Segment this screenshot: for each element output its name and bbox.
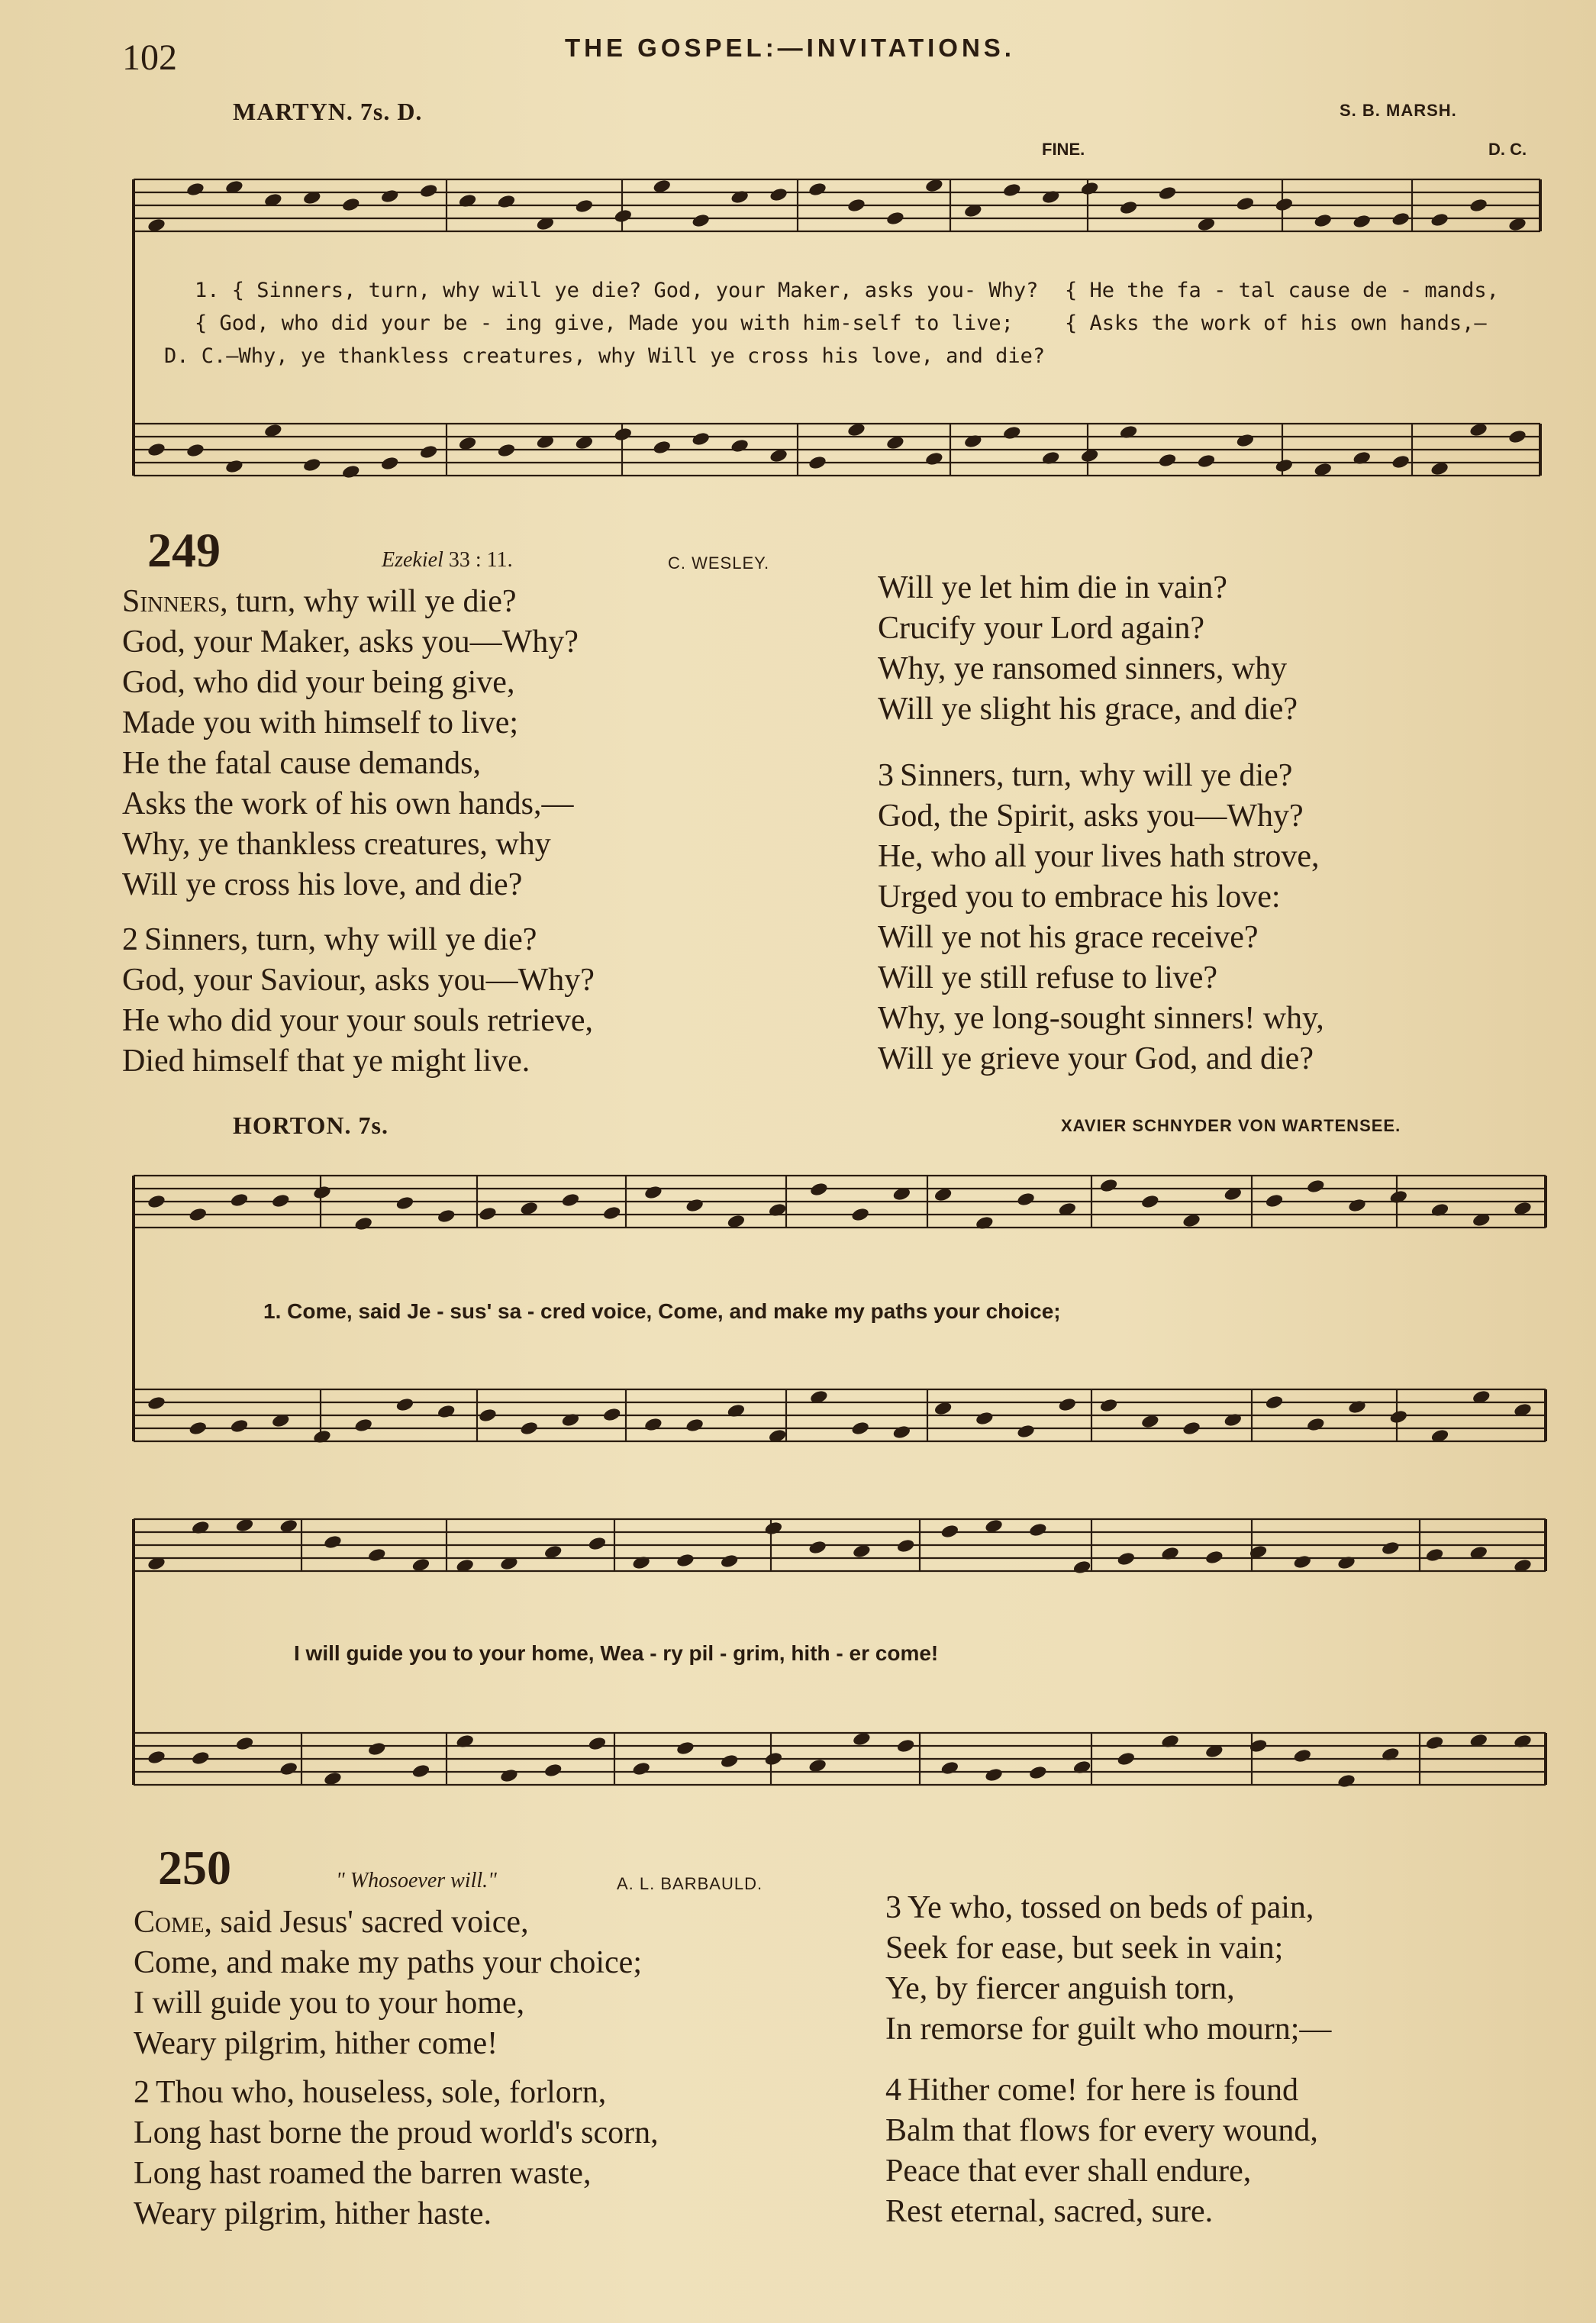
- note-head: [1381, 1747, 1400, 1763]
- note-head: [808, 1540, 827, 1556]
- note-head: [1391, 211, 1410, 227]
- note-head: [1158, 453, 1177, 469]
- note-head: [1306, 1417, 1325, 1433]
- note-head: [896, 1738, 915, 1754]
- note-head: [1041, 450, 1060, 466]
- note-head: [1513, 1734, 1532, 1750]
- note-head: [1347, 1198, 1366, 1214]
- stanza-line: Urged you to embrace his love:: [878, 879, 1281, 915]
- stanza-line: Will ye still refuse to live?: [878, 960, 1218, 995]
- stanza-line: He the fatal cause demands,: [122, 746, 481, 781]
- note-head: [614, 208, 633, 224]
- note-head: [353, 1418, 372, 1434]
- stanza-line: Will ye grieve your God, and die?: [878, 1041, 1314, 1076]
- composer-marsh: S. B. MARSH.: [1340, 101, 1457, 120]
- note-head: [685, 1418, 704, 1434]
- stanza-line-first: Hither come! for here is found: [908, 2073, 1298, 2108]
- stanza-line-rest: turn, why will ye die?: [227, 584, 517, 619]
- note-head: [614, 427, 633, 443]
- note-head: [1160, 1734, 1179, 1750]
- note-head: [1099, 1398, 1118, 1414]
- note-head: [1352, 450, 1371, 466]
- stanza-line: [134, 2073, 659, 2113]
- note-head: [643, 1417, 663, 1433]
- stanza-line: Rest eternal, sacred, sure.: [885, 2194, 1214, 2229]
- note-head: [1275, 197, 1294, 213]
- note-head: [975, 1411, 994, 1427]
- martyn-lyric-line-3: { He the fa - tal cause de - mands,: [1065, 279, 1499, 302]
- note-head: [1336, 1773, 1356, 1789]
- note-head: [808, 182, 827, 198]
- note-head: [1119, 424, 1138, 440]
- fine-mark: FINE.: [1042, 140, 1085, 159]
- note-head: [1028, 1765, 1047, 1781]
- stanza-line-first: Ye who, tossed on beds of pain,: [908, 1890, 1314, 1925]
- note-head: [1236, 433, 1255, 449]
- note-head: [147, 1194, 166, 1210]
- note-head: [411, 1763, 430, 1779]
- note-head: [499, 1768, 518, 1784]
- note-head: [1117, 1751, 1136, 1767]
- stanza-line: Will ye slight his grace, and die?: [878, 692, 1298, 727]
- note-head: [984, 1767, 1003, 1783]
- tune-name-martyn: MARTYN. 7s. D.: [233, 98, 423, 125]
- note-head: [235, 1736, 254, 1752]
- note-head: [720, 1754, 739, 1770]
- note-head: [1336, 1555, 1356, 1571]
- note-head: [1469, 198, 1488, 214]
- stanza-line: Long hast roamed the barren waste,: [134, 2156, 592, 2191]
- note-head: [561, 1192, 580, 1208]
- note-head: [1117, 1551, 1136, 1567]
- hymn-number-250: 250: [158, 1841, 231, 1895]
- note-head: [588, 1736, 607, 1752]
- note-head: [691, 431, 710, 447]
- note-head: [1080, 181, 1099, 197]
- note-head: [1389, 1189, 1408, 1205]
- note-head: [341, 197, 360, 213]
- note-head: [1099, 1178, 1118, 1194]
- stanza-line: Weary pilgrim, hither haste.: [134, 2196, 492, 2231]
- stanza-line: Died himself that ye might live.: [122, 1044, 530, 1079]
- note-head: [720, 1554, 739, 1570]
- note-head: [1425, 1547, 1444, 1563]
- stanza-line: Weary pilgrim, hither come!: [134, 2026, 498, 2061]
- martyn-lyric-line-4: { Asks the work of his own hands,–: [1065, 311, 1487, 335]
- note-head: [1072, 1560, 1091, 1576]
- stanza-line: Why, ye ransomed sinners, why: [878, 651, 1288, 686]
- stanza-line: Why, ye thankless creatures, why: [122, 827, 551, 862]
- note-head: [1058, 1397, 1077, 1413]
- note-head: [850, 1207, 869, 1223]
- stanza-line: Long hast borne the proud world's scorn,: [134, 2115, 659, 2150]
- note-head: [1002, 182, 1021, 198]
- note-head: [279, 1761, 298, 1777]
- note-head: [768, 1202, 787, 1218]
- note-head: [1119, 200, 1138, 216]
- note-head: [224, 459, 243, 475]
- note-head: [885, 211, 904, 227]
- note-head: [230, 1418, 249, 1434]
- note-head: [367, 1547, 386, 1563]
- note-head: [631, 1761, 650, 1777]
- note-head: [1265, 1193, 1284, 1209]
- stanza-number: 3: [878, 758, 894, 793]
- stanza-line: He, who all your lives hath strove,: [878, 839, 1320, 874]
- note-head: [380, 456, 399, 472]
- tune-name-horton: HORTON. 7s.: [233, 1111, 389, 1139]
- hymn-249-author: C. WESLEY.: [668, 553, 770, 573]
- note-head: [1430, 1202, 1449, 1218]
- stanza-line: Will ye cross his love, and die?: [122, 867, 523, 902]
- stanza-first-word: Sinners,: [122, 584, 228, 619]
- note-head: [419, 183, 438, 199]
- note-head: [1293, 1554, 1312, 1570]
- note-head: [561, 1412, 580, 1428]
- note-head: [478, 1408, 497, 1424]
- hymn-250-stanza-1: [134, 1902, 642, 2064]
- note-head: [189, 1421, 208, 1437]
- note-head: [602, 1205, 621, 1221]
- note-head: [419, 444, 438, 460]
- martyn-lyric-line-2: { God, who did your be - ing give, Made you with him-self to live;: [195, 311, 1014, 335]
- stanza-line: God, who did your being give,: [122, 665, 515, 700]
- note-head: [1306, 1179, 1325, 1195]
- hymn-249-stanza-1: [122, 582, 579, 905]
- note-head: [1224, 1412, 1243, 1428]
- note-head: [458, 193, 477, 209]
- stanza-line: Seek for ease, but seek in vain;: [885, 1931, 1284, 1966]
- note-head: [940, 1524, 959, 1540]
- note-head: [764, 1521, 783, 1537]
- stanza-line: I will guide you to your home,: [134, 1986, 525, 2021]
- note-head: [975, 1215, 994, 1231]
- stanza-line: God, your Maker, asks you—Why?: [122, 624, 579, 660]
- note-head: [675, 1741, 695, 1757]
- hymn-249-stanza-2b: [878, 568, 1298, 730]
- note-head: [543, 1763, 563, 1779]
- note-head: [185, 182, 205, 198]
- note-head: [1389, 1409, 1408, 1425]
- stanza-number: 2: [122, 922, 138, 957]
- note-head: [455, 1734, 474, 1750]
- note-head: [727, 1403, 746, 1419]
- note-head: [808, 455, 827, 471]
- reference-verse: 33 : 11.: [448, 548, 513, 572]
- note-head: [1293, 1748, 1312, 1764]
- note-head: [1016, 1192, 1035, 1208]
- note-head: [395, 1397, 414, 1413]
- note-head: [643, 1185, 663, 1201]
- stanza-line-first: Sinners, turn, why will ye die?: [900, 758, 1293, 793]
- note-head: [1430, 212, 1449, 228]
- note-head: [588, 1536, 607, 1552]
- note-head: [230, 1192, 249, 1208]
- note-head: [1352, 214, 1371, 230]
- stanza-line: Ye, by fiercer anguish torn,: [885, 1971, 1235, 2006]
- note-head: [341, 464, 360, 480]
- note-head: [940, 1760, 959, 1776]
- reference-book: Ezekiel: [382, 548, 443, 572]
- note-head: [896, 1538, 915, 1554]
- note-head: [764, 1751, 783, 1767]
- note-head: [730, 189, 749, 205]
- note-head: [312, 1185, 331, 1201]
- dc-mark: D. C.: [1488, 140, 1527, 159]
- stanza-line: Made you with himself to live;: [122, 705, 519, 740]
- note-head: [1028, 1522, 1047, 1538]
- stanza-line-rest: said Jesus' sacred voice,: [211, 1905, 529, 1940]
- stanza-first-word: Come,: [134, 1905, 212, 1940]
- note-head: [380, 189, 399, 205]
- note-head: [519, 1421, 538, 1437]
- note-head: [675, 1553, 695, 1569]
- note-head: [1140, 1194, 1159, 1210]
- hymn-249-stanza-3: [878, 756, 1324, 1079]
- note-head: [631, 1555, 650, 1571]
- martyn-lyric-line-dc: D. C.–Why, ye thankless creatures, why Will ye cross his love, and die?: [164, 344, 1046, 368]
- hymn-250-reference: " Whosoever will.": [336, 1869, 497, 1892]
- note-head: [323, 1534, 342, 1550]
- note-head: [497, 443, 516, 459]
- note-head: [1158, 186, 1177, 202]
- note-head: [302, 457, 321, 473]
- stanza-line: Why, ye long-sought sinners! why,: [878, 1001, 1324, 1036]
- note-head: [353, 1216, 372, 1232]
- stanza-line: [885, 1888, 1331, 1928]
- note-head: [1391, 454, 1410, 470]
- martyn-lyric-line-1: 1. { Sinners, turn, why will ye die? God, your Maker, asks you- Why?: [195, 279, 1039, 302]
- stanza-line: Balm that flows for every wound,: [885, 2113, 1318, 2148]
- composer-wartensee: XAVIER SCHNYDER VON WARTENSEE.: [1061, 1116, 1401, 1135]
- stanza-line: He who did your your souls retrieve,: [122, 1003, 594, 1038]
- stanza-line: Peace that ever shall endure,: [885, 2154, 1252, 2189]
- running-head: THE GOSPEL:—INVITATIONS.: [565, 34, 1015, 62]
- note-head: [271, 1193, 290, 1209]
- stanza-line: [122, 582, 579, 622]
- horton-lyric-line-1: 1. Come, said Je - sus' sa - cred voice, Come, and make my paths your choice;: [263, 1299, 1061, 1323]
- note-head: [437, 1208, 456, 1224]
- hymn-250-stanza-4: [885, 2070, 1318, 2232]
- note-head: [395, 1195, 414, 1212]
- note-head: [147, 442, 166, 458]
- note-head: [478, 1206, 497, 1222]
- note-head: [730, 438, 749, 454]
- note-head: [846, 198, 866, 214]
- note-head: [1041, 189, 1060, 205]
- note-head: [653, 440, 672, 456]
- note-head: [147, 1750, 166, 1766]
- stanza-line: Crucify your Lord again?: [878, 611, 1205, 646]
- hymn-249-reference: [382, 548, 513, 573]
- note-head: [191, 1520, 210, 1536]
- hymn-250-stanza-2: [134, 2073, 659, 2234]
- note-head: [1347, 1399, 1366, 1415]
- hymn-250-stanza-3: [885, 1888, 1331, 2050]
- note-head: [575, 198, 594, 215]
- hymn-250-author: A. L. BARBAULD.: [617, 1874, 763, 1893]
- note-head: [769, 187, 788, 203]
- note-head: [892, 1424, 911, 1441]
- note-head: [691, 213, 710, 229]
- note-head: [185, 443, 205, 459]
- stanza-line: Will ye not his grace receive?: [878, 920, 1259, 955]
- note-head: [1204, 1550, 1224, 1566]
- note-head: [685, 1198, 704, 1214]
- note-head: [1160, 1546, 1179, 1562]
- stanza-line: [122, 920, 595, 960]
- stanza-line: [134, 1902, 642, 1943]
- stanza-number: 4: [885, 2073, 901, 2108]
- stanza-line-first: Sinners, turn, why will ye die?: [144, 922, 537, 957]
- note-head: [437, 1404, 456, 1420]
- note-head: [497, 194, 516, 210]
- note-head: [809, 1182, 828, 1198]
- stanza-number: 3: [885, 1890, 901, 1925]
- note-head: [1425, 1735, 1444, 1751]
- horton-lyric-line-2: I will guide you to your home, Wea - ry pil - grim, hith - er come!: [294, 1641, 939, 1665]
- note-head: [1275, 458, 1294, 474]
- page-number: 102: [122, 37, 177, 78]
- note-head: [191, 1750, 210, 1766]
- stanza-line: God, the Spirit, asks you—Why?: [878, 799, 1304, 834]
- note-head: [312, 1429, 331, 1445]
- note-head: [924, 451, 943, 467]
- stanza-line: Will ye let him die in vain?: [878, 570, 1227, 605]
- note-head: [1507, 429, 1527, 445]
- hymn-249-stanza-2a: [122, 920, 595, 1082]
- stanza-number: 2: [134, 2075, 150, 2110]
- note-head: [1265, 1395, 1284, 1411]
- note-head: [1182, 1421, 1201, 1437]
- hymn-number-249: 249: [147, 523, 221, 577]
- stanza-line: Asks the work of his own hands,—: [122, 786, 574, 821]
- note-head: [147, 1395, 166, 1412]
- stanza-line-first: Thou who, houseless, sole, forlorn,: [156, 2075, 607, 2110]
- stanza-line: In remorse for guilt who mourn;—: [885, 2012, 1332, 2047]
- note-head: [1072, 1760, 1091, 1776]
- note-head: [1197, 453, 1216, 469]
- note-head: [367, 1741, 386, 1757]
- note-head: [1236, 196, 1255, 212]
- note-head: [963, 434, 982, 450]
- stanza-line: [878, 756, 1324, 796]
- stanza-line: God, your Saviour, asks you—Why?: [122, 963, 595, 998]
- stanza-line: Come, and make my paths your choice;: [134, 1945, 642, 1980]
- note-head: [1381, 1541, 1400, 1557]
- note-head: [850, 1421, 869, 1437]
- note-head: [1002, 425, 1021, 441]
- note-head: [602, 1407, 621, 1423]
- stanza-line: [885, 2070, 1318, 2111]
- note-head: [1016, 1424, 1035, 1440]
- note-head: [189, 1207, 208, 1223]
- note-head: [1314, 213, 1333, 229]
